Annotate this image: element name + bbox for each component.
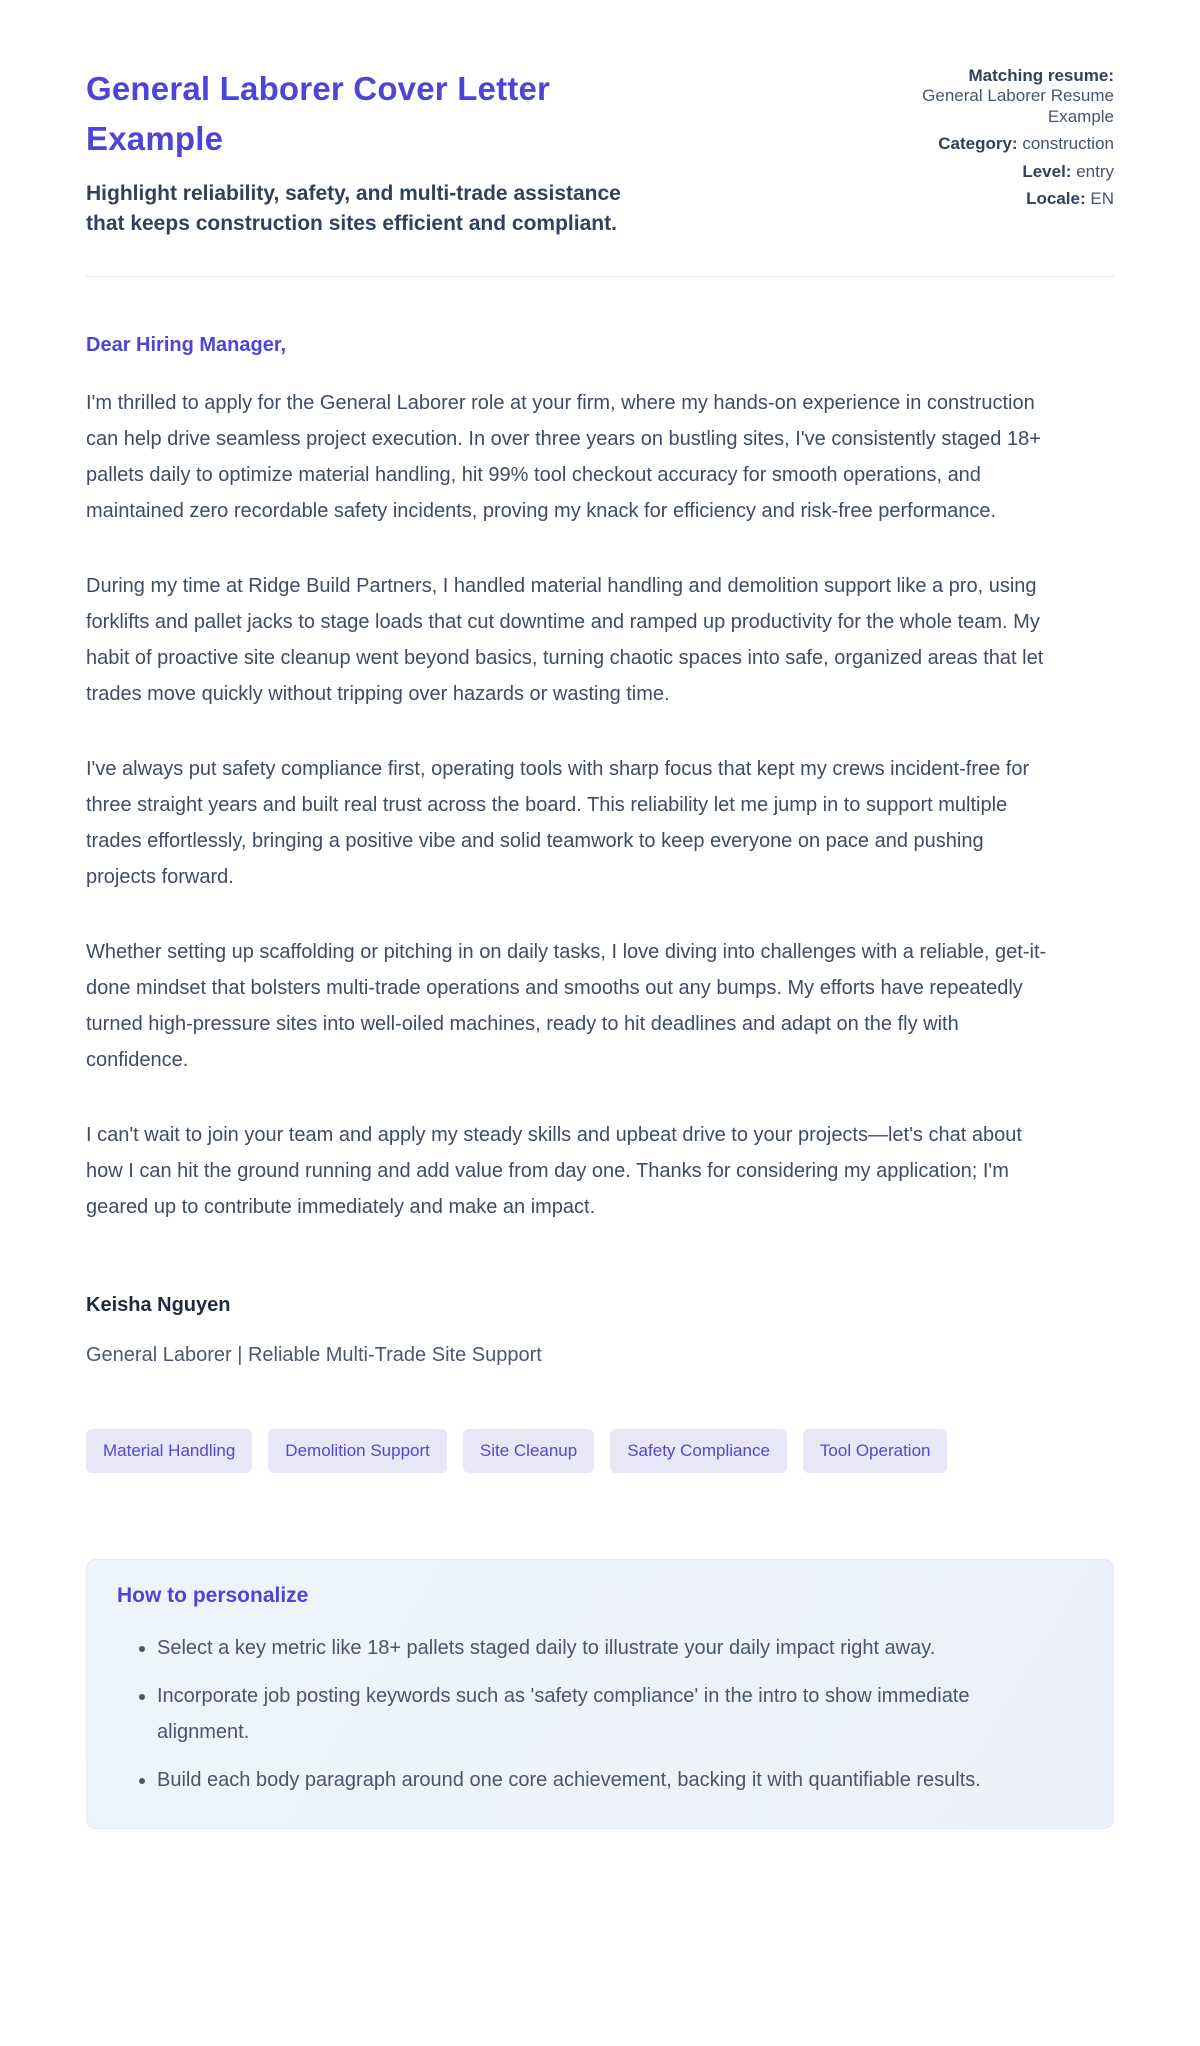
signature-role: General Laborer | Reliable Multi-Trade Site Support: [86, 1343, 542, 1366]
header-title-block: [86, 56, 666, 240]
letter-paragraph-3: I've always put safety compliance first, operating tools with sharp focus that kept my crews incident-free for three straight years and built real trust across the board. This reliability let me jump in to support multiple trades effortlessly, bringing a positive vibe and solid teamwork to keep everyone on pace and pushing projects forward.: [86, 757, 1030, 888]
cover-letter-body: [86, 327, 1114, 1373]
letter-paragraph-4: Whether setting up scaffolding or pitching in on daily tasks, I love diving into challenges with a reliable, get-it-done mindset that bolsters multi-trade operations and smooths out any bumps. My efforts have repeatedly turned high-pressure sites into well-oiled machines, ready to hit deadlines and adapt on the fly with confidence.: [86, 940, 1047, 1071]
personalize-tip-1: • Select a key metric like 18+ pallets staged daily to illustrate your daily impact right away.: [157, 1630, 997, 1666]
personalize-heading: How to personalize: [117, 1583, 309, 1607]
meta-category: [882, 134, 1114, 154]
meta-level-label: Level:: [1022, 161, 1072, 181]
personalize-tips-list: [117, 1630, 1083, 1798]
signature-name: Keisha Nguyen: [86, 1293, 231, 1316]
letter-greeting: Dear Hiring Manager,: [86, 333, 287, 356]
skill-tag-site-cleanup: Site Cleanup: [463, 1429, 594, 1473]
personalize-box: [86, 1559, 1114, 1829]
meta-locale-label: Locale:: [1026, 188, 1086, 208]
resume-meta-panel: [882, 56, 1114, 216]
skill-tag-material-handling: Material Handling: [86, 1429, 252, 1473]
skill-tags-row: [86, 1429, 1114, 1473]
page-header: [86, 56, 1114, 240]
meta-matching-resume: [882, 66, 1114, 127]
meta-locale: [882, 189, 1114, 209]
skill-tag-tool-operation: Tool Operation: [803, 1429, 948, 1473]
letter-paragraph-1: I'm thrilled to apply for the General Laborer role at your firm, where my hands-on experience in construction can help drive seamless project execution. In over three years on bustling sites, I've consistently staged 18+ pallets daily to optimize material handling, hit 99% tool checkout accuracy for smooth operations, and maintained zero recordable safety incidents, proving my knack for efficiency and risk-free performance.: [86, 391, 1041, 522]
page-title: General Laborer Cover Letter Example: [86, 70, 551, 157]
skill-tag-safety-compliance: Safety Compliance: [610, 1429, 787, 1473]
meta-matching-resume-label: Matching resume:: [968, 66, 1114, 85]
personalize-tip-2: • Incorporate job posting keywords such as 'safety compliance' in the intro to show immediate alignment.: [157, 1678, 997, 1750]
meta-category-label: Category:: [938, 134, 1018, 154]
page-subtitle: Highlight reliability, safety, and multi-trade assistance that keeps construction sites efficient and compliant.: [86, 182, 621, 236]
meta-level: [882, 162, 1114, 182]
meta-category-value: construction: [1022, 134, 1114, 154]
meta-matching-resume-value: General Laborer Resume Example: [922, 86, 1114, 126]
skill-tag-demolition-support: Demolition Support: [268, 1429, 447, 1473]
letter-paragraph-5: I can't wait to join your team and apply my steady skills and upbeat drive to your projects—let's chat about how I can hit the ground running and add value from day one. Thanks for considering my application; I'm geared up to contribute immediately and make an impact.: [86, 1123, 1022, 1218]
personalize-tip-3: • Build each body paragraph around one core achievement, backing it with quantifiable results.: [157, 1762, 997, 1798]
header-divider: [86, 276, 1114, 277]
meta-locale-value: EN: [1090, 188, 1114, 208]
letter-paragraph-2: During my time at Ridge Build Partners, I handled material handling and demolition support like a pro, using forklifts and pallet jacks to stage loads that cut downtime and ramped up productivity for the whole team. My habit of proactive site cleanup went beyond basics, turning chaotic spaces into safe, organized areas that let trades move quickly without tripping over hazards or wasting time.: [86, 574, 1044, 705]
meta-level-value: entry: [1076, 161, 1114, 181]
